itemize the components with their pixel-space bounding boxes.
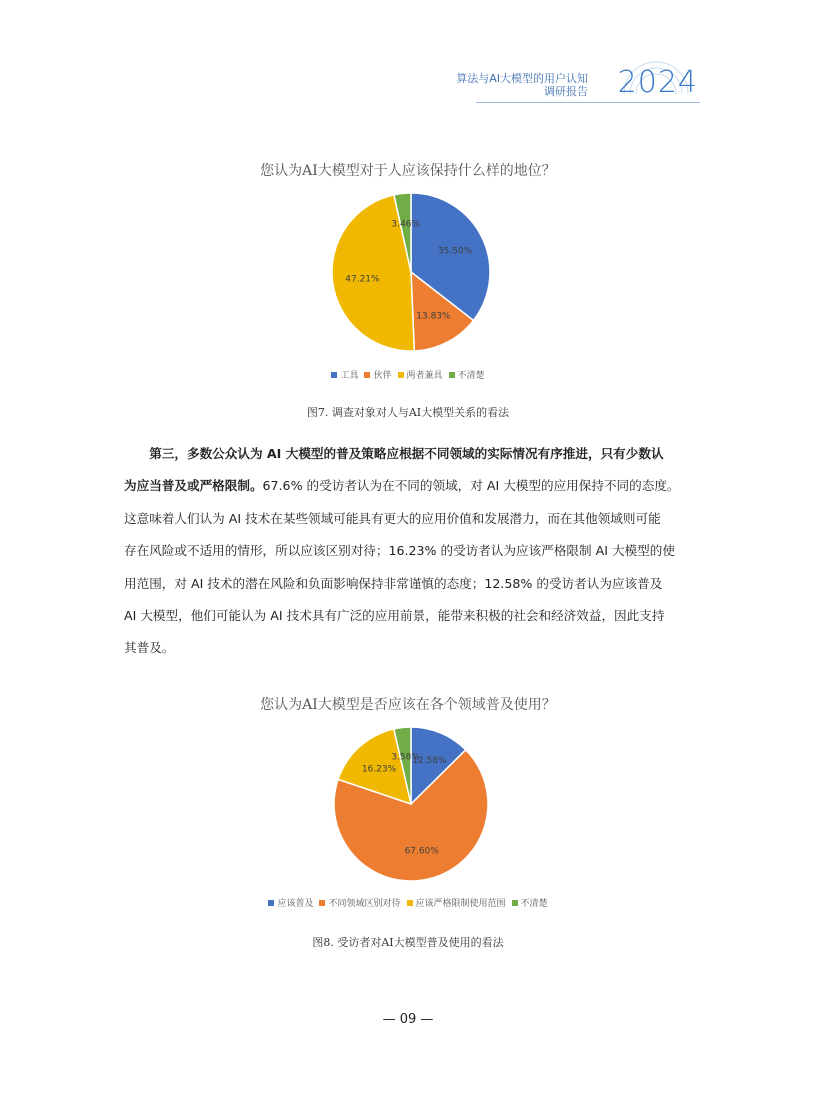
- body-line-bold: 第三，多数公众认为 AI 大模型的普及策略应根据不同领域的实际情况有序推进，只有少数认: [124, 446, 664, 461]
- page-number: — 09 —: [382, 1012, 434, 1027]
- body-line: [124, 535, 694, 567]
- chart2-pie: [0, 714, 816, 892]
- chart1-caption: 图7. 调查对象对人与AI大模型关系的看法: [306, 406, 510, 419]
- legend-label: 伙伴: [373, 371, 392, 381]
- body-line: [124, 600, 694, 632]
- legend-swatch: [512, 900, 518, 906]
- legend-item: [512, 896, 548, 909]
- legend-item: [364, 368, 391, 381]
- legend-swatch: [319, 900, 325, 906]
- pie-data-label: 13.83%: [416, 311, 451, 322]
- legend-label: 工具: [340, 371, 359, 381]
- legend-label: 应该普及: [277, 899, 314, 909]
- legend-label: 两者兼具: [406, 371, 443, 381]
- legend-item: [319, 896, 400, 909]
- body-line: [124, 568, 694, 600]
- header-divider: [476, 102, 700, 103]
- body-line-text: 存在风险或不适用的情形，所以应该区别对待；16.23% 的受访者认为应该严格限制 AI 大模型的使: [124, 543, 675, 559]
- pie-data-label: 12.58%: [412, 755, 447, 766]
- legend-swatch: [364, 372, 370, 378]
- pie-data-label: 3.46%: [391, 219, 420, 230]
- legend-item: [398, 368, 443, 381]
- body-line-text: 用范围，对 AI 技术的潜在风险和负面影响保持非常谨慎的态度；12.58% 的受访者认为应该普及: [124, 575, 663, 591]
- pie-data-label: 16.23%: [361, 764, 397, 775]
- body-paragraph: [124, 438, 694, 665]
- legend-item: [331, 368, 358, 381]
- body-line-text: AI 大模型，他们可能认为 AI 技术具有广泛的应用前景，能带来积极的社会和经济效益，因此支持: [124, 608, 665, 624]
- chart2-caption: 图8. 受访者对AI大模型普及使用的看法: [312, 936, 504, 949]
- body-line: [124, 470, 694, 502]
- chart1-title: 您认为AI大模型对于人应该保持什么样的地位？: [260, 163, 556, 179]
- body-line-text: 这意味着人们认为 AI 技术在某些领域可能具有更大的应用价值和发展潜力，而在其他领域则可能: [124, 510, 661, 526]
- body-line: [124, 438, 694, 470]
- legend-swatch: [398, 372, 404, 378]
- chart1-legend: [0, 368, 816, 381]
- report-year: 2024: [617, 65, 698, 100]
- legend-label: 不同领域区别对待: [328, 899, 401, 909]
- legend-swatch: [331, 372, 337, 378]
- legend-swatch: [449, 372, 455, 378]
- chart1-pie: [0, 180, 816, 364]
- pie-data-label: 47.21%: [345, 274, 380, 285]
- page-header: [440, 58, 700, 106]
- chart2-title: 您认为AI大模型是否应该在各个领域普及使用？: [260, 697, 556, 713]
- legend-label: 应该严格限制使用范围: [415, 899, 506, 909]
- body-line-text: 67.6% 的受访者认为在不同的领域，对 AI 大模型的应用保持不同的态度。: [262, 478, 680, 494]
- legend-item: [268, 896, 313, 909]
- legend-swatch: [407, 900, 413, 906]
- body-line: [124, 632, 694, 664]
- legend-item: [449, 368, 485, 381]
- pie-data-label: 67.60%: [404, 846, 439, 857]
- report-title: [456, 72, 588, 98]
- pie-data-label: 35.50%: [437, 246, 473, 257]
- report-title-line1: 算法与AI大模型的用户认知: [456, 72, 588, 85]
- body-line-bold: 为应当普及或严格限制。: [124, 478, 263, 494]
- legend-label: 不清楚: [520, 899, 548, 909]
- report-title-line2: 调研报告: [544, 85, 588, 98]
- legend-swatch: [268, 900, 274, 906]
- pie-data-label: 3.58%: [391, 752, 420, 763]
- legend-item: [407, 896, 506, 909]
- chart2-legend: [0, 896, 816, 909]
- legend-label: 不清楚: [457, 371, 485, 381]
- body-line: [124, 503, 694, 535]
- body-line-text: 其普及。: [124, 640, 175, 656]
